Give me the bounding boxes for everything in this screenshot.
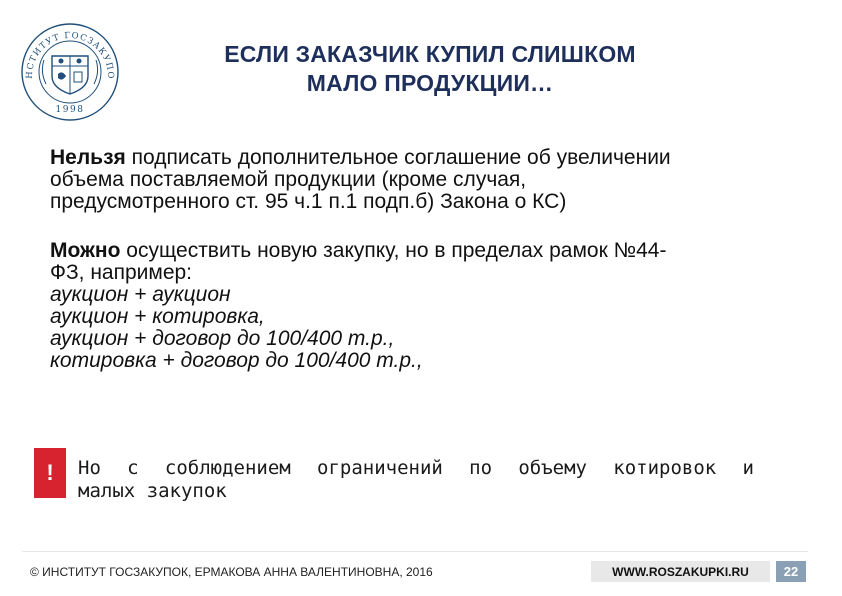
- example-item: аукцион + договор до 100/400 т.р.,: [50, 327, 395, 350]
- warning-word: соблюдением: [164, 457, 291, 479]
- institute-seal-logo-icon: [18, 20, 122, 124]
- warning-word: объему: [518, 457, 587, 479]
- warning-word: и: [742, 457, 754, 479]
- prohibition-line-3: предусмотренного ст. 95 ч.1 п.1 подп.б) Закона о КС): [50, 190, 567, 213]
- prohibition-paragraph: [50, 147, 810, 213]
- page-number-badge: 22: [776, 561, 806, 582]
- prohibition-keyword: Нельзя: [50, 146, 126, 169]
- footer-copyright: © ИНСТИТУТ ГОСЗАКУПОК, ЕРМАКОВА АННА ВАЛЕНТИНОВНА, 2016: [30, 565, 433, 579]
- footer-divider: [22, 551, 808, 552]
- warning-word: ограничений: [317, 457, 443, 479]
- example-item: котировка + договор до 100/400 т.р.,: [50, 349, 423, 372]
- warning-word: Но: [78, 457, 101, 479]
- permission-line-2: ФЗ, например:: [50, 261, 193, 284]
- warning-word: по: [469, 457, 493, 479]
- title-line-1: ЕСЛИ ЗАКАЗЧИК КУПИЛ СЛИШКОМ: [224, 41, 636, 67]
- warning-line-2: малых закупок: [78, 480, 227, 502]
- title-line-2: МАЛО ПРОДУКЦИИ…: [306, 70, 554, 96]
- warning-mark: !: [46, 460, 54, 485]
- prohibition-line-2: объема поставляемой продукции (кроме случая,: [50, 168, 527, 191]
- warning-note: [78, 457, 754, 503]
- warning-word: с: [127, 457, 139, 479]
- example-item: аукцион + аукцион: [50, 283, 231, 306]
- warning-word: котировок: [613, 457, 717, 479]
- example-item: аукцион + котировка,: [50, 305, 265, 328]
- prohibition-line-1: подписать дополнительное соглашение об увеличении: [125, 146, 671, 169]
- logo-year: 1998: [55, 105, 85, 115]
- permission-keyword: Можно: [50, 239, 121, 262]
- logo-arc-text: НСТИТУТ ГОСЗАКУПО: [24, 30, 116, 80]
- footer-website-link[interactable]: WWW.ROSZAKUPKI.RU: [591, 561, 770, 582]
- slide-title: [150, 40, 710, 98]
- warning-line-1: [78, 457, 754, 480]
- warning-icon: [34, 448, 66, 498]
- permission-line-1: осуществить новую закупку, но в пределах рамок №44-: [120, 239, 667, 262]
- permission-paragraph: [50, 240, 810, 372]
